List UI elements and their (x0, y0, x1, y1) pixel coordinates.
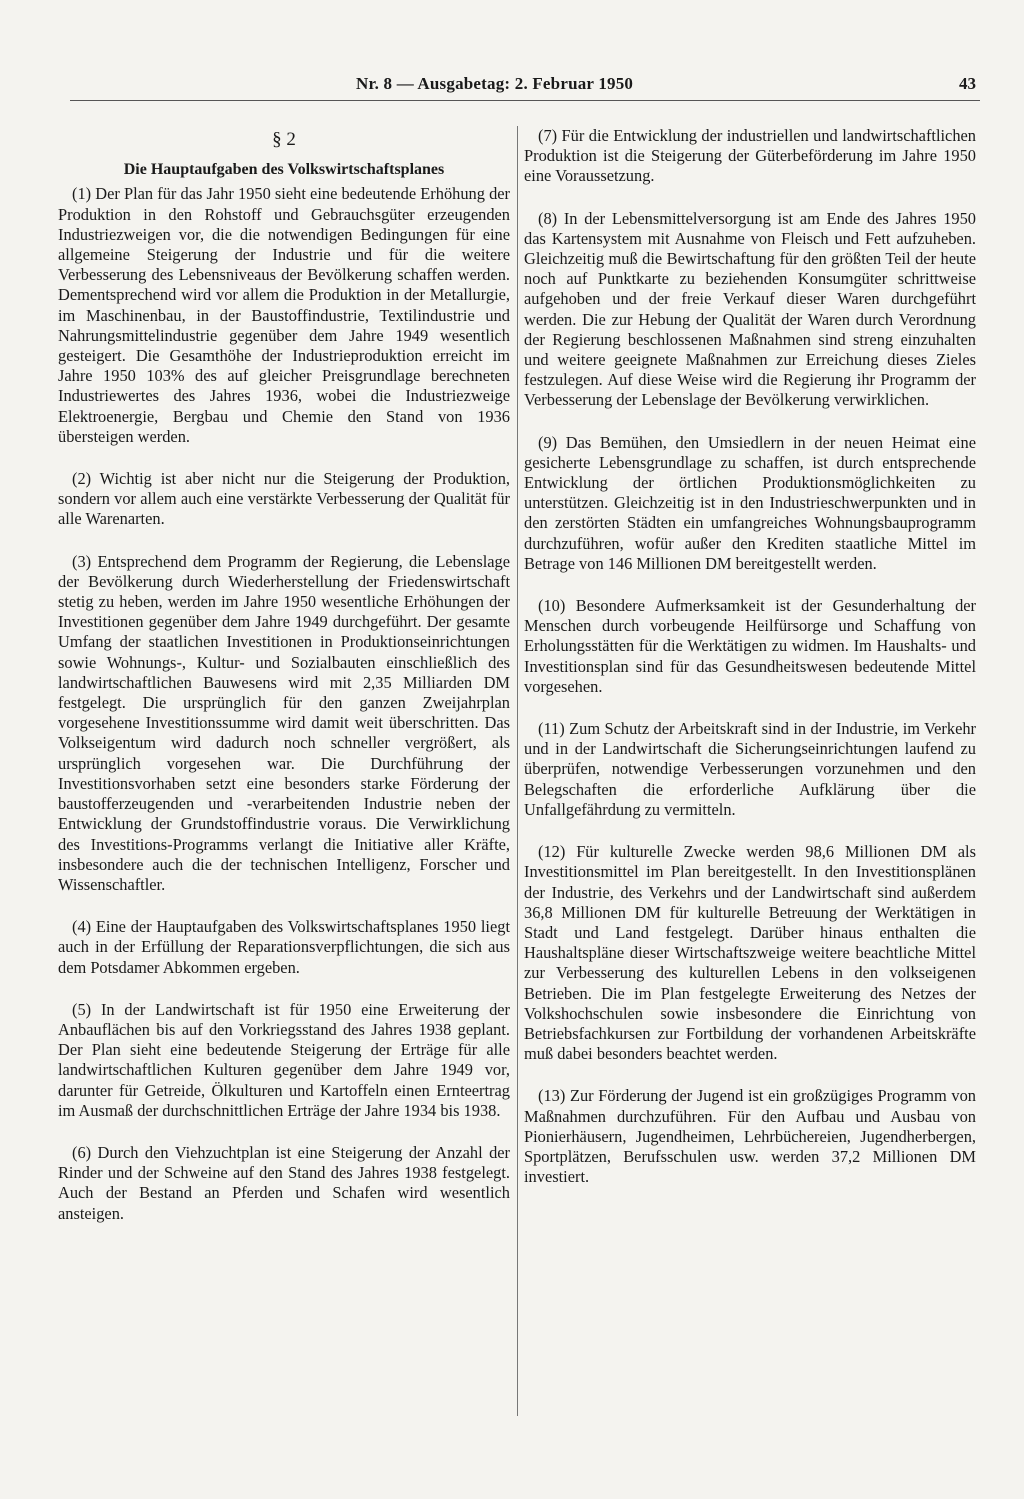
paragraph-7: (7) Für die Entwicklung der industriellen und landwirtschaftlichen Produktion ist die Steigerung der Güterbeförderung im Jahre 1950 eine Voraussetzung. (524, 126, 976, 186)
text-columns (58, 126, 976, 1246)
page-number: 43 (959, 74, 976, 93)
header-rule (70, 100, 980, 101)
paragraph-6: (6) Durch den Viehzuchtplan ist eine Steigerung der Anzahl der Rinder und der Schweine auf den Stand des Jahres 1938 festgelegt. Auch der Bestand an Pferden und Schafen wird wesentlich ansteigen. (58, 1142, 510, 1223)
paragraph-1: (1) Der Plan für das Jahr 1950 sieht eine bedeutende Erhöhung der Produktion in den Rohstoff und Gebrauchsgüter erzeugenden Industriezweigen vor, die die notwendigen Bedingungen für eine allgemeine Steigerung der Industrie und für die weitere Verbesserung des Lebensniveaus der Bevölkerung schaffen werden. Dementsprechend wird vor allem die Produktion in der Metallurgie, im Maschinenbau, in der Baustoffindustrie, Textilindustrie und Nahrungsmittelindustrie gegenüber dem Jahre 1949 wesentlich gesteigert. Die Gesamthöhe der Industrieproduktion erreicht im Jahre 1950 103% des auf gleicher Preisgrundlage berechneten Industriewertes des Jahres 1936, wobei die Industriezweige Elektroenergie, Bergbau und Chemie den Stand von 1936 übersteigen werden. (58, 184, 510, 446)
paragraph-8: (8) In der Lebensmittelversorgung ist am Ende des Jahres 1950 das Kartensystem mit Ausnahme von Fleisch und Fett aufzuheben. Gleichzeitig muß die Bewirtschaftung für den größten Teil der heute noch auf Punktkarte zu beziehenden Konsumgüter schrittweise aufgehoben und der freie Verkauf dieser Waren durchgeführt werden. Die zur Hebung der Qualität der Waren durch Verordnung der Regierung beschlossenen Maßnahmen sind streng einzuhalten und weitere geeignete Maßnahmen zur Erreichung dieses Zieles festzulegen. Auf diese Weise wird die Regierung ihr Programm der Verbesserung der Lebenslage der Bevölkerung verwirklichen. (524, 208, 976, 410)
paragraph-4: (4) Eine der Hauptaufgaben des Volkswirtschaftsplanes 1950 liegt auch in der Erfüllung der Reparationsverpflichtungen, die sich aus dem Potsdamer Abkommen ergeben. (58, 917, 510, 977)
paragraph-10: (10) Besondere Aufmerksamkeit ist der Gesunderhaltung der Menschen durch vorbeugende Heilfürsorge und Schaffung von Erholungsstätten für die Werktätigen zu widmen. Im Haushalts- und Investitionsplan sind für das Gesundheitswesen bedeutende Mittel vorgesehen. (524, 596, 976, 696)
section-heading: Die Hauptaufgaben des Volkswirtschaftsplanes (123, 161, 445, 179)
paragraph-3: (3) Entsprechend dem Programm der Regierung, die Lebenslage der Bevölkerung durch Wiederherstellung der Friedenswirtschaft stetig zu heben, werden im Jahre 1950 wesentliche Erhöhungen der Investitionen gegenüber dem Jahre 1949 durchgeführt. Der gesamte Umfang der staatlichen Investitionen in Produktionseinrichtungen sowie Wohnungs-, Kultur- und Sozialbauten einschließlich des landwirtschaftlichen Bauwesens wird mit 2,35 Milliarden DM festgelegt. Die ursprünglich für den ganzen Zweijahrplan vorgesehene Investitionssumme wird damit weit überschritten. Das Volkseigentum wird dadurch noch schneller vergrößert, als ursprünglich vorgesehen war. Die Durchführung der Investitionsvorhaben setzt eine besonders starke Förderung der baustofferzeugenden und -verarbeitenden Industrie neben der Entwicklung der Grundstoffindustrie voraus. Die Verwirklichung des Investitions-Programms verlangt die Initiative aller Kräfte, insbesondere auch die der technischen Intelligenz, Forscher und Wissenschaftler. (58, 551, 510, 894)
right-column (524, 126, 976, 1246)
paragraph-12: (12) Für kulturelle Zwecke werden 98,6 Millionen DM als Investitionsmittel im Plan bereitgestellt. In den Investitionsplänen der Industrie, des Verkehrs und der Landwirtschaft sind außerdem 36,8 Millionen DM für kulturelle Betreuung der Werktätigen in Stadt und Land festgelegt. Darüber hinaus enthalten die Haushaltspläne dieser Wirtschaftszweige weitere beachtliche Mittel zur Verbesserung des kulturellen Lebens in den volkseigenen Betrieben. Die im Plan festgelegte Erweiterung des Netzes der Volkshochschulen sowie insbesondere die Einrichtung von Betriebsfachkursen zur Fortbildung der vorhandenen Arbeitskräfte muß dabei besonders beachtet werden. (524, 842, 976, 1064)
issue-date-title: Nr. 8 — Ausgabetag: 2. Februar 1950 (356, 74, 634, 93)
page-header (0, 74, 1024, 100)
left-column (58, 126, 510, 1246)
paragraph-13: (13) Zur Förderung der Jugend ist ein großzügiges Programm von Maßnahmen durchzuführen. Für den Aufbau und Ausbau von Pionierhäusern, Jugendheimen, Lehrbüchereien, Jugendherbergen, Sportplätzen, Berufsschulen usw. werden 37,2 Millionen DM investiert. (524, 1086, 976, 1187)
section-mark: § 2 (272, 129, 296, 150)
paragraph-5: (5) In der Landwirtschaft ist für 1950 eine Erweiterung der Anbauflächen bis auf den Vorkriegsstand des Jahres 1938 geplant. Der Plan sieht eine bedeutende Steigerung der Erträge für alle landwirtschaftlichen Kulturen gegenüber dem Jahre 1949 vor, darunter für Getreide, Ölkulturen und Kartoffeln einen Ernteertrag im Ausmaß der durchschnittlichen Erträge der Jahre 1934 bis 1938. (58, 999, 510, 1120)
paragraph-9: (9) Das Bemühen, den Umsiedlern in der neuen Heimat eine gesicherte Lebensgrundlage zu schaffen, ist durch entsprechende Entwicklung der örtlichen Produktionsmöglichkeiten zu unterstützen. Gleichzeitig ist in den Industrieschwerpunkten und in den zerstörten Städten ein umfangreiches Wohnungsbauprogramm durchzuführen, wofür außer den Krediten staatliche Mittel im Betrage von 146 Millionen DM bereitgestellt werden. (524, 432, 976, 573)
paragraph-11: (11) Zum Schutz der Arbeitskraft sind in der Industrie, im Verkehr und in der Landwirtschaft die Sicherungseinrichtungen laufend zu überprüfen, notwendige Verbesserungen vorzunehmen und den Belegschaften die erforderliche Aufklärung über die Unfallgefährdung zu vermitteln. (524, 719, 976, 819)
paragraph-2: (2) Wichtig ist aber nicht nur die Steigerung der Produktion, sondern vor allem auch eine verstärkte Verbesserung der Qualität für alle Warenarten. (58, 469, 510, 529)
